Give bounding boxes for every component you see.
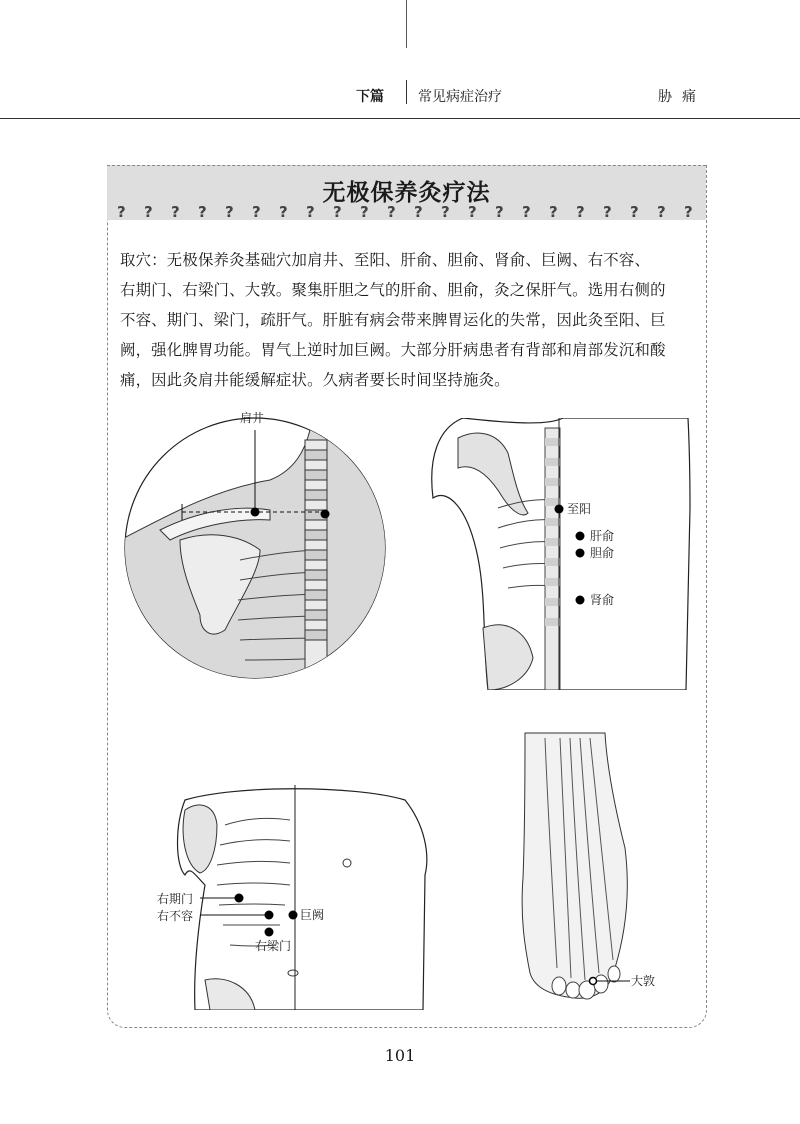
decorative-mark: ? [225, 203, 234, 221]
label-zhiyang: 至阳 [567, 502, 592, 516]
decorative-mark: ? [171, 203, 180, 221]
label-shenshu: 肾俞 [590, 593, 615, 607]
section-title: 无极保养灸疗法 [322, 180, 491, 206]
decorative-mark: ? [198, 203, 207, 221]
back-figure [428, 418, 693, 690]
label-juque: 巨阙 [300, 908, 325, 922]
header-topic: 胁痛 [658, 89, 706, 105]
decorative-mark: ? [387, 203, 396, 221]
decorative-mark: ? [252, 203, 261, 221]
paragraph-line: 右期门、右梁门、大敦。聚集肝胆之气的肝俞、胆俞，灸之保肝气。选用右侧的 [120, 281, 666, 299]
label-youqimen: 右期门 [157, 892, 194, 906]
decorative-mark: ? [522, 203, 531, 221]
decorative-mark: ? [117, 203, 126, 221]
paragraph-line: 取穴：无极保养灸基础穴加肩井、至阳、肝俞、胆俞、肾俞、巨阙、右不容、 [120, 251, 651, 269]
running-header [0, 80, 800, 120]
header-separator [406, 80, 407, 104]
label-youburong: 右不容 [157, 909, 194, 923]
decorative-mark: ? [333, 203, 342, 221]
decorative-mark: ? [279, 203, 288, 221]
decorative-mark: ? [576, 203, 585, 221]
body-paragraph [120, 245, 690, 395]
shoulder-figure [120, 400, 400, 685]
paragraph-line: 不容、期门、梁门，疏肝气。肝脏有病会带来脾胃运化的失常，因此灸至阳、巨 [120, 311, 666, 329]
page-number: 101 [384, 1046, 416, 1065]
decorative-mark: ? [468, 203, 477, 221]
label-dadun: 大敦 [631, 974, 656, 988]
crop-mark [406, 0, 407, 48]
decorative-mark: ? [360, 203, 369, 221]
decorative-mark: ? [549, 203, 558, 221]
decorative-mark: ? [684, 203, 693, 221]
decorative-marks [117, 203, 707, 223]
decorative-mark: ? [657, 203, 666, 221]
paragraph-line: 痛，因此灸肩井能缓解症状。久病者要长时间坚持施灸。 [120, 371, 510, 389]
decorative-mark: ? [603, 203, 612, 221]
header-part: 下篇 [356, 89, 384, 105]
decorative-mark: ? [630, 203, 639, 221]
label-youliangmen: 右梁门 [255, 939, 292, 953]
label-jianjing: 肩井 [240, 411, 265, 425]
paragraph-line: 阙，强化脾胃功能。胃气上逆时加巨阙。大部分肝病患者有背部和肩部发沉和酸 [120, 341, 666, 359]
decorative-mark: ? [441, 203, 450, 221]
header-chapter: 常见病症治疗 [418, 89, 502, 105]
chest-figure [155, 785, 440, 1010]
label-ganshu: 肝俞 [590, 529, 615, 543]
decorative-mark: ? [414, 203, 423, 221]
decorative-mark: ? [144, 203, 153, 221]
header-rule [0, 118, 800, 119]
label-danshu: 胆俞 [590, 546, 615, 560]
decorative-mark: ? [306, 203, 315, 221]
decorative-mark: ? [495, 203, 504, 221]
foot-figure [515, 728, 675, 1008]
